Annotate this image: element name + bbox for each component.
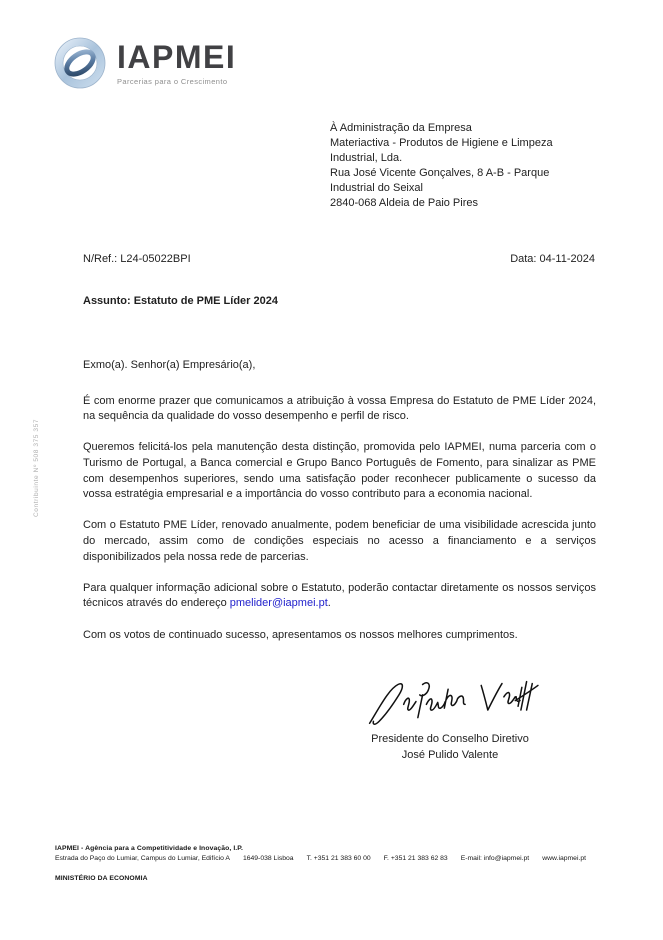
signer-title: Presidente do Conselho Diretivo bbox=[371, 733, 529, 745]
footer-fax: F. +351 21 383 62 83 bbox=[383, 854, 448, 862]
signature-block bbox=[295, 676, 605, 763]
contact-text-before-link: Para qualquer informação adicional sobre o Estatuto, poderão contactar diretamente os nossos serviços técnicos através do endereço bbox=[83, 581, 596, 610]
logo-text bbox=[117, 38, 237, 86]
recipient-line: Industrial do Seixal bbox=[330, 182, 423, 194]
recipient-address-block bbox=[330, 121, 553, 211]
footer-phone: T. +351 21 383 60 00 bbox=[306, 854, 371, 862]
body-paragraph-1: É com enorme prazer que comunicamos a atribuição à vossa Empresa do Estatuto de PME Líder 2024, na sequência da qualidade do vosso desempenho e perfil de risco. bbox=[83, 394, 596, 423]
logo-brand-name: IAPMEI bbox=[117, 38, 237, 75]
pmelider-email-link[interactable]: pmelider@iapmei.pt bbox=[229, 597, 328, 610]
handwritten-signature-icon bbox=[355, 676, 545, 728]
footer-organization: IAPMEI - Agência para a Competitividade e Inovação, I.P. bbox=[55, 845, 244, 852]
letter-body bbox=[83, 358, 596, 643]
recipient-line: Industrial, Lda. bbox=[330, 152, 403, 164]
contact-text-after-link: . bbox=[327, 597, 331, 610]
letter-date: Data: 04-11-2024 bbox=[510, 253, 595, 265]
footer-street-address: Estrada do Paço do Lumiar, Campus do Lumiar, Edifício A bbox=[55, 854, 230, 862]
footer-website: www.iapmei.pt bbox=[542, 854, 587, 862]
logo-tagline: Parcerias para o Crescimento bbox=[117, 76, 228, 86]
recipient-line: Materiactiva - Produtos de Higiene e Limpeza bbox=[330, 137, 553, 149]
iapmei-ring-icon bbox=[54, 37, 106, 89]
closing-line: Com os votos de continuado sucesso, apresentamos os nossos melhores cumprimentos. bbox=[83, 628, 518, 641]
footer-contact-line bbox=[55, 855, 586, 862]
reference-number: N/Ref.: L24-05022BPI bbox=[83, 253, 191, 265]
body-paragraph-3: Com o Estatuto PME Líder, renovado anualmente, podem beneficiar de uma visibilidade acrescida junto do mercado, assim como de condições especiais no acesso a financiamento e a serviços disponibilizados pela nossa rede de parcerias. bbox=[83, 519, 596, 563]
reference-row bbox=[83, 253, 595, 265]
iapmei-logo bbox=[54, 37, 236, 89]
letter-footer bbox=[55, 845, 586, 882]
subject-line: Assunto: Estatuto de PME Líder 2024 bbox=[83, 295, 278, 307]
footer-postal-code: 1649-038 Lisboa bbox=[242, 854, 294, 862]
fiscal-number-vertical-note: Contribuinte Nº 508 375 357 bbox=[33, 418, 40, 517]
salutation: Exmo(a). Senhor(a) Empresário(a), bbox=[83, 359, 256, 371]
footer-ministry: MINISTÉRIO DA ECONOMIA bbox=[55, 874, 148, 882]
recipient-line: 2840-068 Aldeia de Paio Pires bbox=[330, 197, 478, 209]
footer-email: E-mail: info@iapmei.pt bbox=[460, 854, 530, 862]
recipient-line: À Administração da Empresa bbox=[330, 122, 472, 134]
recipient-line: Rua José Vicente Gonçalves, 8 A-B - Parque bbox=[330, 167, 550, 179]
body-paragraph-contact bbox=[83, 581, 596, 612]
signer-name: José Pulido Valente bbox=[401, 748, 499, 761]
body-paragraph-2: Queremos felicitá-los pela manutenção desta distinção, promovida pelo IAPMEI, numa parceria com o Turismo de Portugal, a Banca comercial e Grupo Banco Português de Fomento, para sinalizar as PME com desempenhos superiores, sendo uma satisfação poder reconhecer publicamente o sucesso da vossa estratégia empresarial e a importância do vosso contributo para a economia nacional. bbox=[83, 441, 596, 501]
